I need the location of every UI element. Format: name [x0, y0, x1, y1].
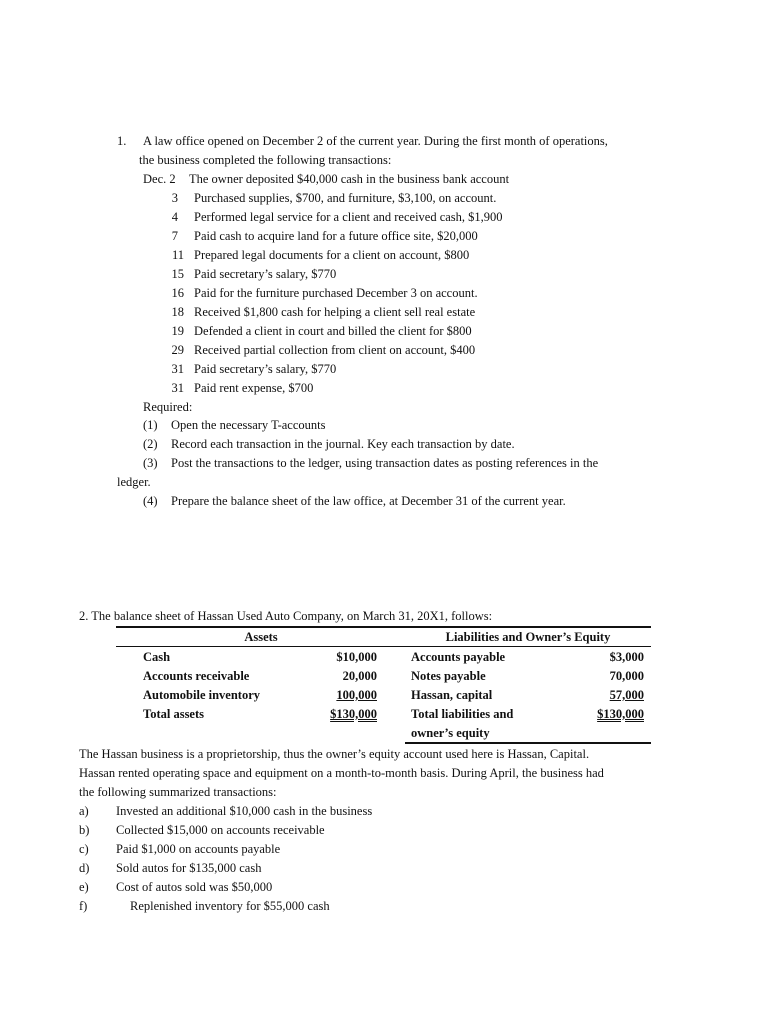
transaction-day: 18: [171, 305, 184, 319]
liability-total-value: $130,000: [597, 707, 644, 721]
problem-1-number: 1.: [117, 134, 127, 148]
transaction-text: Received partial collection from client on account, $400: [194, 343, 476, 357]
paragraph-line-2: Hassan rented operating space and equipment on a month-to-month basis. During April, the business had: [79, 766, 604, 780]
asset-total-value: $130,000: [330, 707, 377, 721]
transaction-day: 31: [171, 362, 184, 376]
item-text: Cost of autos sold was $50,000: [116, 880, 273, 894]
transaction-day: 31: [171, 381, 184, 395]
asset-value: $10,000: [336, 650, 377, 664]
required-text: Record each transaction in the journal. Key each transaction by date.: [171, 437, 515, 451]
item-text: Invested an additional $10,000 cash in the business: [116, 804, 373, 818]
paragraph-line-1: The Hassan business is a proprietorship, thus the owner’s equity account used here is Hassan, Capital.: [79, 747, 590, 761]
transaction-text: Paid rent expense, $700: [194, 381, 314, 395]
transaction-text: Purchased supplies, $700, and furniture, $3,100, on account.: [194, 191, 497, 205]
transaction-text: Paid secretary’s salary, $770: [194, 267, 337, 281]
transaction-text: Prepared legal documents for a client on account, $800: [194, 248, 470, 262]
liability-value: $3,000: [609, 650, 644, 664]
required-number: (1): [143, 418, 158, 432]
problem-2-heading: 2. The balance sheet of Hassan Used Auto Company, on March 31, 20X1, follows:: [79, 609, 493, 623]
item-text: Sold autos for $135,000 cash: [116, 861, 262, 875]
item-text: Paid $1,000 on accounts payable: [116, 842, 281, 856]
transaction-text: Paid cash to acquire land for a future office site, $20,000: [194, 229, 478, 243]
required-number: (4): [143, 494, 158, 508]
header-rule: [116, 646, 651, 647]
paragraph-line-3: the following summarized transactions:: [79, 785, 277, 799]
transaction-day: 4: [171, 210, 178, 224]
transaction-day: 16: [171, 286, 184, 300]
required-text: Post the transactions to the ledger, using transaction dates as posting references in the: [171, 456, 599, 470]
problem-1-intro-line-2: the business completed the following transactions:: [139, 153, 392, 167]
asset-label: Total assets: [143, 707, 205, 721]
liability-value: 70,000: [609, 669, 644, 683]
item-letter: e): [79, 880, 89, 894]
transaction-day: 3: [171, 191, 178, 205]
transaction-text-first: The owner deposited $40,000 cash in the business bank account: [189, 172, 510, 186]
item-letter: a): [79, 804, 89, 818]
asset-label: Automobile inventory: [143, 688, 261, 702]
table-top-rule: [116, 626, 651, 628]
item-letter: b): [79, 823, 90, 837]
item-text: Collected $15,000 on accounts receivable: [116, 823, 325, 837]
problem-1-intro-line-1: A law office opened on December 2 of the current year. During the first month of operations,: [143, 134, 608, 148]
liability-total-wrap: owner’s equity: [411, 726, 490, 740]
asset-value: 100,000: [336, 688, 377, 702]
assets-header: Assets: [244, 630, 278, 644]
transaction-day: 7: [171, 229, 178, 243]
transaction-text: Paid for the furniture purchased December 3 on account.: [194, 286, 478, 300]
liability-label: Hassan, capital: [411, 688, 493, 702]
transaction-day: 19: [171, 324, 184, 338]
liability-label: Total liabilities and: [411, 707, 514, 721]
asset-label: Accounts receivable: [143, 669, 250, 683]
asset-value: 20,000: [342, 669, 377, 683]
transaction-day: 15: [171, 267, 184, 281]
table-bottom-rule: [405, 742, 651, 744]
liability-value: 57,000: [609, 688, 644, 702]
required-label: Required:: [143, 400, 193, 414]
required-number: (3): [143, 456, 158, 470]
liability-label: Accounts payable: [411, 650, 506, 664]
required-text: Open the necessary T-accounts: [171, 418, 326, 432]
item-text: Replenished inventory for $55,000 cash: [130, 899, 330, 913]
liabilities-header: Liabilities and Owner’s Equity: [445, 630, 611, 644]
transaction-text: Defended a client in court and billed the client for $800: [194, 324, 472, 338]
transaction-text: Received $1,800 cash for helping a client sell real estate: [194, 305, 476, 319]
transaction-text: Performed legal service for a client and received cash, $1,900: [194, 210, 503, 224]
item-letter: f): [79, 899, 88, 913]
item-letter: d): [79, 861, 90, 875]
transaction-date-first: Dec. 2: [143, 172, 176, 186]
item-letter: c): [79, 842, 89, 856]
transaction-day: 11: [171, 248, 184, 262]
required-number: (2): [143, 437, 158, 451]
required-text: Prepare the balance sheet of the law office, at December 31 of the current year.: [171, 494, 566, 508]
transaction-text: Paid secretary’s salary, $770: [194, 362, 337, 376]
asset-label: Cash: [143, 650, 171, 664]
required-wrap-text: ledger.: [117, 475, 151, 489]
transaction-day: 29: [171, 343, 184, 357]
liability-label: Notes payable: [411, 669, 486, 683]
